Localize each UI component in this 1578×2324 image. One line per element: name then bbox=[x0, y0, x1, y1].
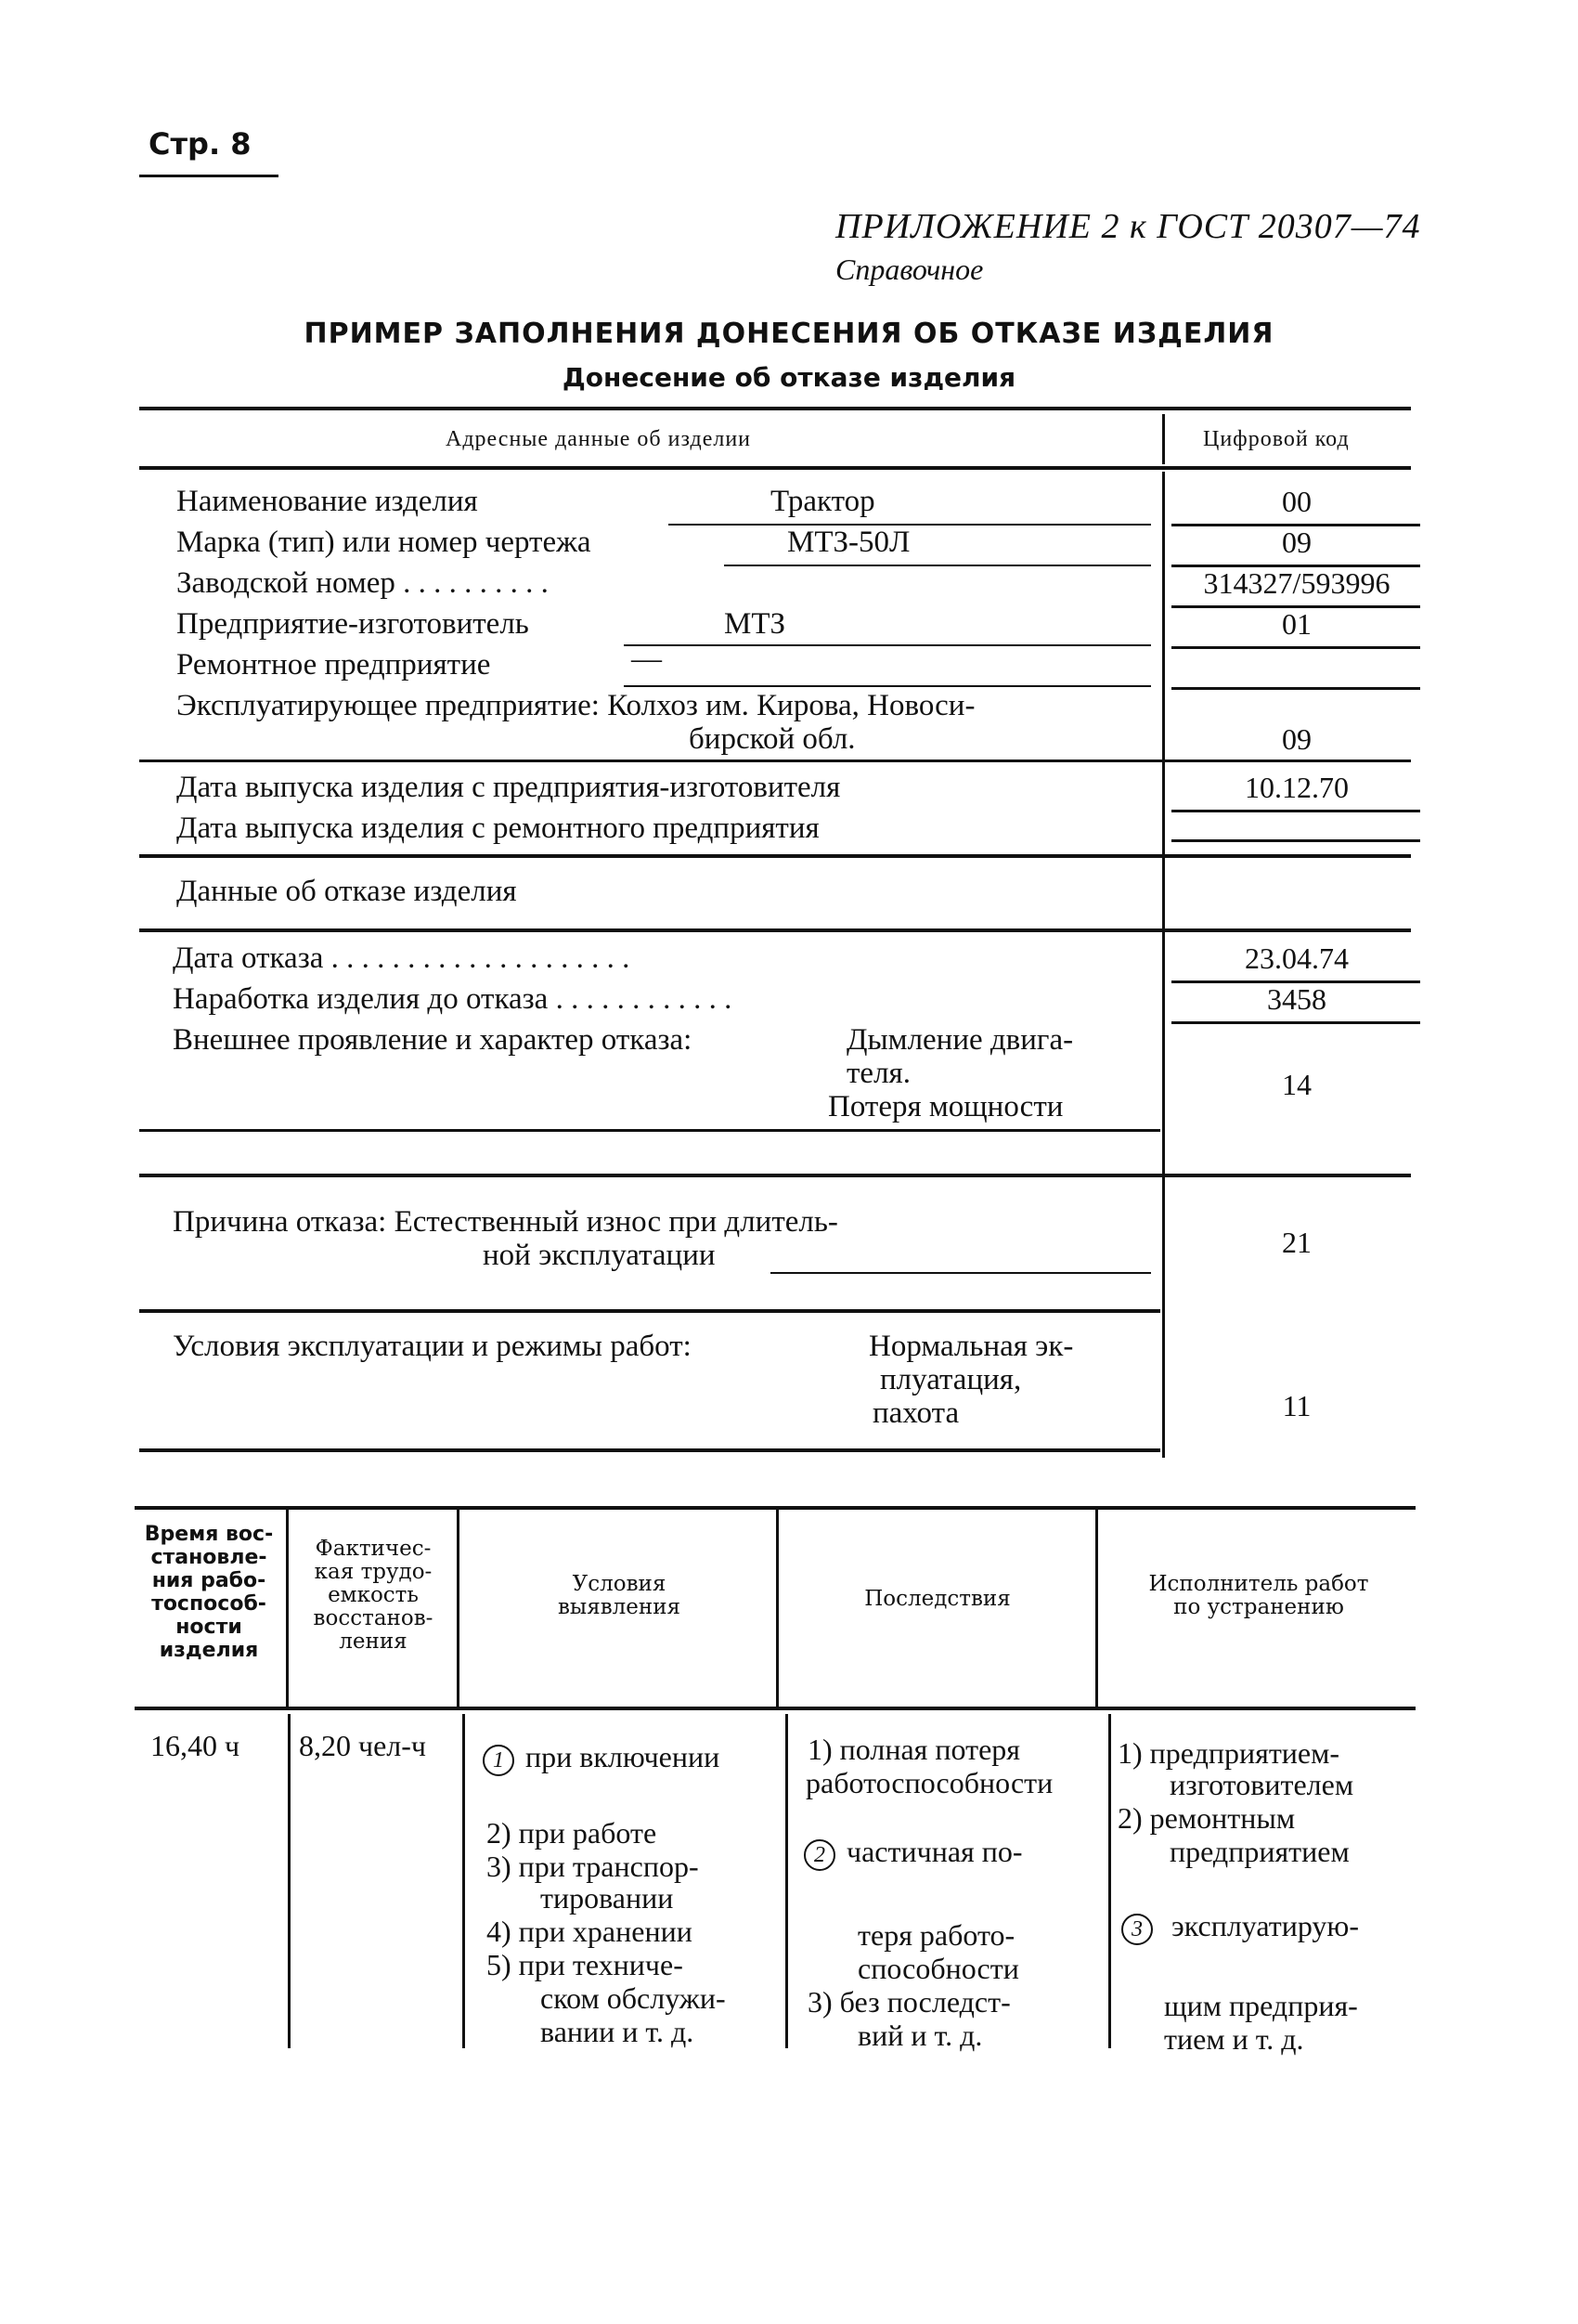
consequence-item-2-cont2: способности bbox=[858, 1952, 1019, 1985]
code-model: 09 bbox=[1282, 526, 1312, 559]
column-divider bbox=[1095, 1510, 1098, 1707]
circled-number-3: 3 bbox=[1121, 1914, 1153, 1945]
field-value-conditions-3: пахота bbox=[873, 1396, 960, 1430]
detection-item-1-text: при включении bbox=[525, 1740, 720, 1773]
value-underline bbox=[724, 565, 1151, 566]
field-label-serial: Заводской номер . . . . . . . . . . bbox=[176, 566, 549, 600]
code-column-divider bbox=[1162, 414, 1165, 464]
column-divider bbox=[776, 1510, 779, 1707]
field-value-repair-enterprise: — bbox=[631, 643, 662, 676]
field-label-cause-2: ной эксплуатации bbox=[483, 1239, 716, 1272]
consequence-item-2-text: частичная по- bbox=[847, 1835, 1023, 1868]
executor-item-1: 1) предприятием- bbox=[1118, 1736, 1340, 1770]
column-divider bbox=[1108, 1714, 1111, 2048]
code-operator: 09 bbox=[1282, 722, 1312, 756]
section-rule bbox=[139, 1309, 1160, 1313]
code-manufacturer: 01 bbox=[1282, 607, 1312, 641]
code-failure-date: 23.04.74 bbox=[1245, 941, 1349, 975]
detection-item-2: 2) при работе bbox=[486, 1816, 657, 1850]
field-label-failure-date: Дата отказа . . . . . . . . . . . . . . . . . . . . bbox=[173, 941, 630, 975]
header-line: восстанов- bbox=[313, 1606, 433, 1630]
document-subtitle: Донесение об отказе изделия bbox=[562, 362, 1016, 393]
header-line: Условия bbox=[572, 1572, 666, 1596]
section-rule bbox=[139, 1129, 1160, 1132]
code-release-date-manufacturer: 10.12.70 bbox=[1245, 771, 1349, 804]
labor-value: 8,20 чел-ч bbox=[299, 1729, 427, 1762]
code-underline bbox=[1171, 646, 1420, 649]
field-label-conditions: Условия эксплуатации и режимы работ: bbox=[173, 1330, 692, 1363]
code-underline bbox=[1171, 687, 1420, 690]
column-divider bbox=[457, 1510, 459, 1707]
detection-item-3-cont: тировании bbox=[540, 1881, 674, 1915]
field-label-release-date-manufacturer: Дата выпуска изделия с предприятия-изготовителя bbox=[176, 771, 841, 804]
bottom-table-header-rule bbox=[135, 1707, 1416, 1710]
column-divider bbox=[785, 1714, 788, 2048]
code-serial: 314327/593996 bbox=[1203, 566, 1390, 600]
header-consequences bbox=[782, 1588, 1093, 1611]
circled-number-1: 1 bbox=[483, 1745, 514, 1776]
header-line: по устранению bbox=[1173, 1595, 1344, 1619]
field-label-release-date-repair: Дата выпуска изделия с ремонтного предприятия bbox=[176, 811, 820, 845]
value-underline bbox=[624, 685, 1151, 687]
detection-item-3: 3) при транспор- bbox=[486, 1850, 699, 1883]
field-value-manifestation-3: Потеря мощности bbox=[828, 1090, 1064, 1123]
field-label-operator: Эксплуатирующее предприятие: Колхоз им. Кирова, Новоси- bbox=[176, 689, 976, 722]
appendix-subtitle: Справочное bbox=[835, 253, 984, 286]
code-operating-time: 3458 bbox=[1267, 982, 1326, 1016]
section-rule bbox=[139, 928, 1411, 932]
field-value-conditions-2: плуатация, bbox=[880, 1363, 1022, 1396]
header-line: Время вос- bbox=[144, 1523, 274, 1546]
section-rule bbox=[139, 854, 1411, 858]
header-line: Последствия bbox=[864, 1587, 1011, 1611]
detection-item-5-cont2: вании и т. д. bbox=[540, 2015, 694, 2048]
form-bottom-rule bbox=[139, 1448, 1160, 1452]
field-label-model: Марка (тип) или номер чертежа bbox=[176, 526, 591, 559]
field-label-repair-enterprise: Ремонтное предприятие bbox=[176, 648, 491, 682]
code-underline bbox=[1171, 810, 1420, 812]
header-line: емкость bbox=[328, 1583, 419, 1607]
header-line: ности bbox=[175, 1616, 242, 1639]
code-column-header: Цифровой код bbox=[1203, 427, 1350, 451]
field-value-manufacturer: МТЗ bbox=[724, 607, 786, 641]
executor-item-2-cont: предприятием bbox=[1170, 1835, 1350, 1868]
detection-item-5-cont: ском обслужи- bbox=[540, 1981, 726, 2015]
header-detection bbox=[464, 1573, 774, 1619]
header-line: ния рабо- bbox=[151, 1569, 266, 1592]
detection-item-5: 5) при техниче- bbox=[486, 1948, 683, 1981]
field-label-operating-time: Наработка изделия до отказа . . . . . . . . . . . . bbox=[173, 982, 732, 1016]
code-manifestation: 14 bbox=[1282, 1068, 1312, 1101]
field-value-manifestation-2: теля. bbox=[847, 1057, 911, 1090]
header-line: кая трудо- bbox=[314, 1560, 433, 1584]
value-underline bbox=[624, 644, 1151, 646]
header-line: становле- bbox=[150, 1546, 267, 1569]
header-line: изделия bbox=[159, 1639, 259, 1662]
code-cause: 21 bbox=[1282, 1226, 1312, 1259]
code-product-name: 00 bbox=[1282, 485, 1312, 518]
code-conditions: 11 bbox=[1282, 1389, 1312, 1422]
failure-section-title: Данные об отказе изделия bbox=[176, 875, 517, 908]
detection-item-4: 4) при хранении bbox=[486, 1915, 692, 1948]
field-value-product-name: Трактор bbox=[770, 485, 875, 518]
column-divider bbox=[462, 1714, 465, 2048]
field-label-cause-1: Причина отказа: Естественный износ при длитель- bbox=[173, 1205, 838, 1239]
code-column-divider-main bbox=[1162, 472, 1165, 1458]
bottom-table-top-rule bbox=[135, 1506, 1416, 1510]
form-header-rule bbox=[139, 466, 1411, 470]
field-value-manifestation-1: Дымление двига- bbox=[847, 1023, 1074, 1057]
consequence-item-3: 3) без последст- bbox=[808, 1985, 1011, 2019]
header-restore-time bbox=[135, 1523, 283, 1662]
executor-item-3-cont: щим предприя- bbox=[1164, 1989, 1358, 2022]
circled-number-2: 2 bbox=[804, 1839, 835, 1871]
consequence-item-1: 1) полная потеря bbox=[808, 1733, 1020, 1766]
field-value-model: МТЗ-50Л bbox=[787, 526, 911, 559]
column-divider bbox=[286, 1510, 289, 1707]
field-label-manifestation: Внешнее проявление и характер отказа: bbox=[173, 1023, 692, 1057]
field-label-product-name: Наименование изделия bbox=[176, 485, 478, 518]
header-line: Исполнитель работ bbox=[1148, 1572, 1369, 1596]
field-value-operator: бирской обл. bbox=[689, 722, 856, 756]
restore-time-value: 16,40 ч bbox=[150, 1729, 240, 1762]
executor-item-1-cont: изготовителем bbox=[1170, 1768, 1354, 1801]
header-labor bbox=[291, 1538, 455, 1654]
document-title: ПРИМЕР ЗАПОЛНЕНИЯ ДОНЕСЕНИЯ ОБ ОТКАЗЕ ИЗДЕЛИЯ bbox=[304, 318, 1274, 350]
executor-item-2: 2) ремонтным bbox=[1118, 1801, 1296, 1835]
header-line: ления bbox=[339, 1629, 407, 1654]
appendix-title: ПРИЛОЖЕНИЕ 2 к ГОСТ 20307—74 bbox=[835, 207, 1421, 246]
value-underline bbox=[770, 1272, 1151, 1274]
consequence-item-2-cont: теря работо- bbox=[858, 1918, 1015, 1952]
consequence-item-3-cont: вий и т. д. bbox=[858, 2019, 983, 2052]
executor-item-3-cont2: тием и т. д. bbox=[1164, 2022, 1304, 2056]
executor-item-3-text: эксплуатирую- bbox=[1171, 1909, 1359, 1942]
page-number-underline bbox=[139, 175, 278, 177]
code-underline bbox=[1171, 839, 1420, 842]
section-rule bbox=[139, 760, 1411, 762]
field-value-conditions-1: Нормальная эк- bbox=[869, 1330, 1074, 1363]
consequence-item-1-cont: работоспособности bbox=[806, 1766, 1054, 1799]
consequence-item-2 bbox=[804, 1835, 1023, 1871]
field-label-manufacturer: Предприятие-изготовитель bbox=[176, 607, 529, 641]
page-number: Стр. 8 bbox=[149, 126, 252, 162]
header-line: выявления bbox=[557, 1595, 681, 1619]
address-column-header: Адресные данные об изделии bbox=[446, 427, 752, 451]
executor-item-3 bbox=[1121, 1909, 1359, 1945]
header-line: Фактичес- bbox=[315, 1537, 432, 1561]
form-top-rule bbox=[139, 407, 1411, 410]
detection-item-1 bbox=[483, 1740, 719, 1776]
column-divider bbox=[288, 1714, 291, 2048]
code-underline bbox=[1171, 1021, 1420, 1024]
header-line: тоспособ- bbox=[151, 1592, 266, 1616]
header-executor bbox=[1103, 1573, 1415, 1619]
section-rule bbox=[139, 1174, 1411, 1177]
